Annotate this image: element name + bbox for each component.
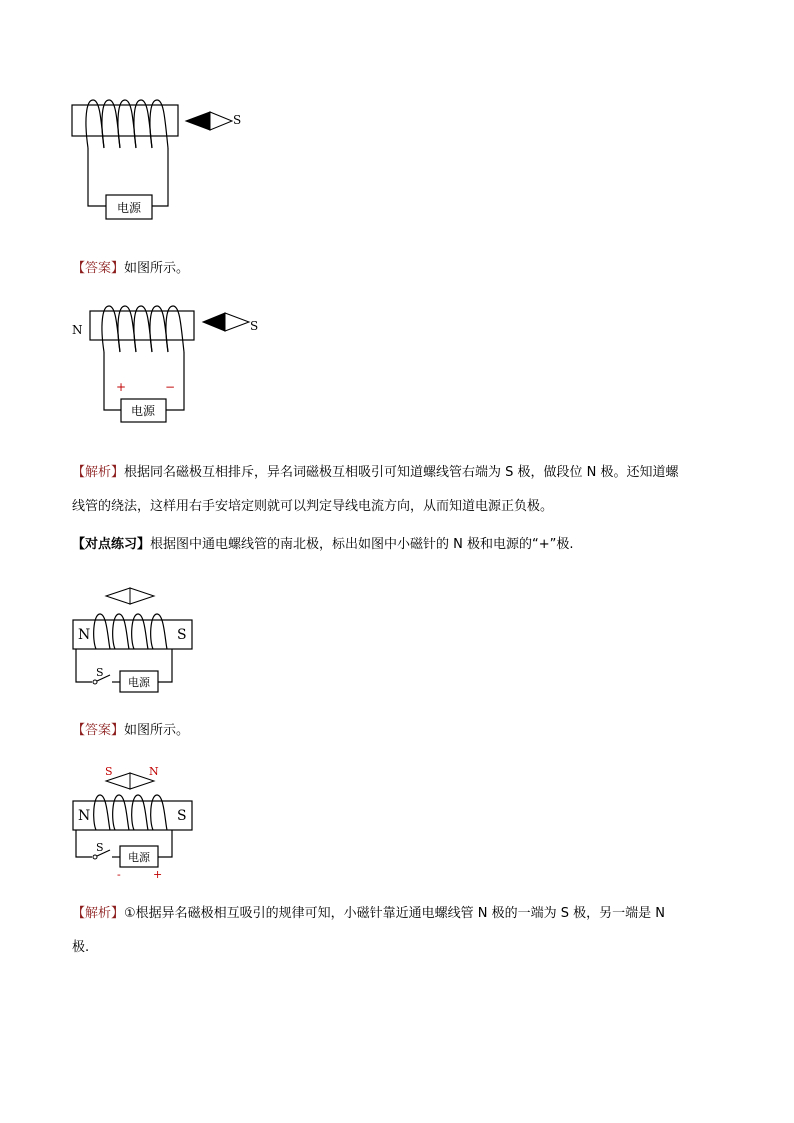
- analysis-1-line-2: 线管的绕法，这样用右手安培定则就可以判定导线电流方向，从而知道电源正负极。: [72, 499, 554, 514]
- magnetic-needle: [186, 112, 232, 130]
- analysis-tag: 【解析】: [72, 906, 125, 921]
- wire-right: [158, 830, 172, 857]
- practice-tag: 【对点练习】: [72, 537, 151, 552]
- negative-terminal-mark: -: [117, 868, 121, 881]
- figure-3-practice-diagram: [66, 580, 206, 700]
- positive-terminal-mark: +: [116, 380, 127, 394]
- wire-left: [76, 649, 92, 682]
- needle-pole-s: S: [105, 765, 113, 778]
- answer-text: 如图所示。: [124, 261, 190, 276]
- solenoid-core: [72, 105, 178, 136]
- switch-contact: [93, 855, 97, 859]
- wire-right: [152, 148, 168, 206]
- figure-4-practice-answer-diagram: [66, 760, 206, 882]
- solenoid-core: [90, 311, 194, 340]
- figure-2-answer-diagram: [64, 296, 274, 432]
- power-source-label: 电源: [116, 201, 142, 215]
- analysis-1: [72, 456, 732, 524]
- wire-right: [158, 649, 172, 682]
- magnetic-needle: [106, 773, 154, 789]
- switch-contact: [93, 680, 97, 684]
- positive-terminal-mark: +: [153, 868, 163, 881]
- power-source-label: 电源: [128, 851, 150, 864]
- answer-1: [72, 252, 732, 286]
- practice-question: [72, 528, 732, 562]
- magnetic-needle-unlabeled: [106, 588, 154, 604]
- power-source-label: 电源: [128, 676, 150, 689]
- solenoid-pole-s: S: [177, 808, 187, 824]
- wire-left: [88, 148, 106, 206]
- figure-1-solenoid-diagram: [60, 88, 280, 228]
- switch-label: S: [96, 841, 104, 854]
- answer-tag: 【答案】: [72, 261, 125, 276]
- practice-text: 根据图中通电螺线管的南北极，标出如图中小磁针的 N 极和电源的“+”极.: [150, 537, 574, 552]
- solenoid-pole-n: N: [78, 627, 91, 643]
- power-source-label: 电源: [130, 404, 156, 418]
- answer-2: [72, 714, 732, 748]
- negative-terminal-mark: −: [165, 380, 176, 394]
- needle-pole-s: S: [250, 319, 259, 333]
- solenoid-pole-n: N: [78, 808, 91, 824]
- answer-text: 如图所示。: [124, 723, 190, 738]
- analysis-1-line-1: 【解析】根据同名磁极互相排斥，异名词磁极互相吸引可知道螺线管右端为 S 极，做段位 N 极。还知道螺: [72, 465, 679, 480]
- analysis-2-line-2: 极.: [72, 940, 90, 955]
- magnetic-needle: [203, 313, 249, 331]
- analysis-2: [72, 897, 732, 965]
- answer-tag: 【答案】: [72, 723, 125, 738]
- analysis-tag: 【解析】: [72, 465, 125, 480]
- solenoid-pole-s: S: [177, 627, 187, 643]
- analysis-2-line-1: 【解析】①根据异名磁极相互吸引的规律可知，小磁针靠近通电螺线管 N 极的一端为 S 极，另一端是 N: [72, 906, 666, 921]
- switch-label: S: [96, 666, 104, 679]
- solenoid-pole-n: N: [72, 323, 83, 337]
- needle-pole-n: N: [149, 765, 159, 778]
- wire-left: [76, 830, 92, 857]
- needle-pole-s: S: [233, 113, 242, 127]
